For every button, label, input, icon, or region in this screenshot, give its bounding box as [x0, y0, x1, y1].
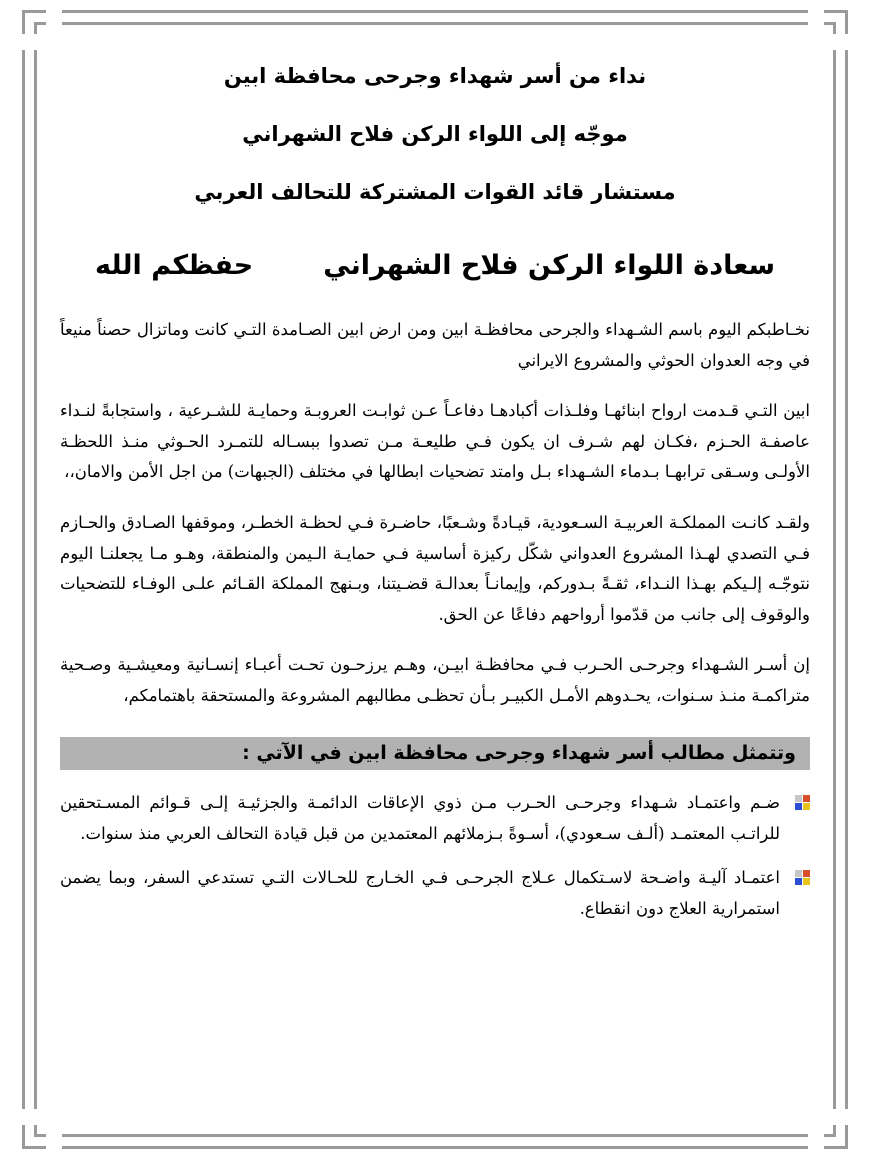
list-item — [60, 863, 810, 924]
list-item-text: اعتمـاد آليـة واضـحة لاسـتكمال عـلاج الجرحـى فـي الخـارج للحـالات التـي تستدعي السفر، وبما يضمن استمرارية العلاج دون انقطاع. — [60, 868, 780, 918]
border-tick-top-left — [808, 4, 824, 30]
salutation-blessing: حفظكم الله — [95, 250, 254, 282]
document-title-line-2: موجّه إلى اللواء الركن فلاح الشهراني — [242, 122, 628, 147]
demands-list — [60, 788, 810, 924]
paragraph-4: إن أسـر الشـهداء وجرحـى الحـرب فـي محافظـة ابيـن، وهـم يرزحـون تحـت أعبـاء إنسـانية ومعيشـية وصـحية متراكمـة منـذ سـنوات، يحـدوهم الأمـل الكبيـر بـأن تحظـى مطالبهم المشروعة والمستحقة باهتمامكم، — [60, 655, 810, 705]
document-content — [60, 44, 810, 1119]
border-tick-left-bottom — [16, 1109, 42, 1125]
paragraph-3: ولقـد كانـت المملكـة العربيـة السـعودية، قيـادةً وشـعبًا، حاضـرة فـي لحظـة الخطـر، وموقفها الصـادق والحـازم فـي التصدي لهـذا المشروع العدواني شكّل ركيزة أساسية فـي حمايـة الـيمن والمنطقة، وهـو مـا يجعلنـا اليوم نتوجّـه إلـيكم بهـذا النـداء، ثقـةً بـدوركم، وإيمانـاً بعدالـة قضـيتنا، وبـنهج المملكة القـائم علـى الوفـاء للتضحيات والوقوف إلى جانب من قدّموا أرواحهم دفاعًا عن الحق. — [60, 513, 810, 624]
border-tick-right-top — [828, 34, 854, 50]
colored-squares-bullet-icon — [795, 795, 810, 810]
document-title-line-1: نداء من أسر شهداء وجرحى محافظة ابين — [223, 64, 647, 88]
border-tick-right-bottom — [828, 1109, 854, 1125]
colored-squares-bullet-icon — [795, 870, 810, 885]
list-item-text: ضـم واعتمـاد شـهداء وجرحـى الحـرب مـن ذوي الإعاقات الدائمـة والجزئيـة إلـى قـوائم المسـتحقين للراتـب المعتمـد (ألـف سـعودي)، أسـوةً بـزملائهم المعتمدين من قبل قيادة التحالف العربي منذ سنوات. — [60, 793, 780, 843]
border-tick-bottom-right — [46, 1129, 62, 1155]
document-title-line-3: مستشار قائد القوات المشتركة للتحالف العربي — [194, 180, 676, 205]
border-tick-left-top — [16, 34, 42, 50]
list-item — [60, 788, 810, 849]
salutation-line — [60, 250, 810, 281]
border-tick-bottom-left — [808, 1129, 824, 1155]
paragraph-2: ابين التـي قـدمت ارواح ابنائهـا وفلـذات أكبادهـا دفاعـاً عـن ثوابـت العروبـة وحمايـة للشـرعية ، واستجابةً لنـداء عاصفـة الحـزم ،فكـان لهم شـرف ان يكون فـي طليعـة مـن تصدوا ببسـاله للتمـرد الحـوثي منـذ اللحظـة الأولـى وسـقى ترابهـا بـدماء الشـهداء بـل وامتد تضحيات ابطالها في مختلف (الجبهات) من اجل الأمن والامان،، — [60, 401, 810, 482]
salutation-addressee: سعادة اللواء الركن فلاح الشهراني — [323, 250, 776, 282]
paragraph-1: نخـاطبكم اليوم باسم الشـهداء والجرحى محافظـة ابين ومن ارض ابين الصـامدة التـي كانت وماتزال حصناً منيعاً في وجه العدوان الحوثي والمشروع الايراني — [60, 320, 810, 370]
border-tick-top-right — [46, 4, 62, 30]
demands-section-banner: وتتمثل مطالب أسر شهداء وجرحى محافظة ابين في الآتي : — [60, 737, 810, 770]
